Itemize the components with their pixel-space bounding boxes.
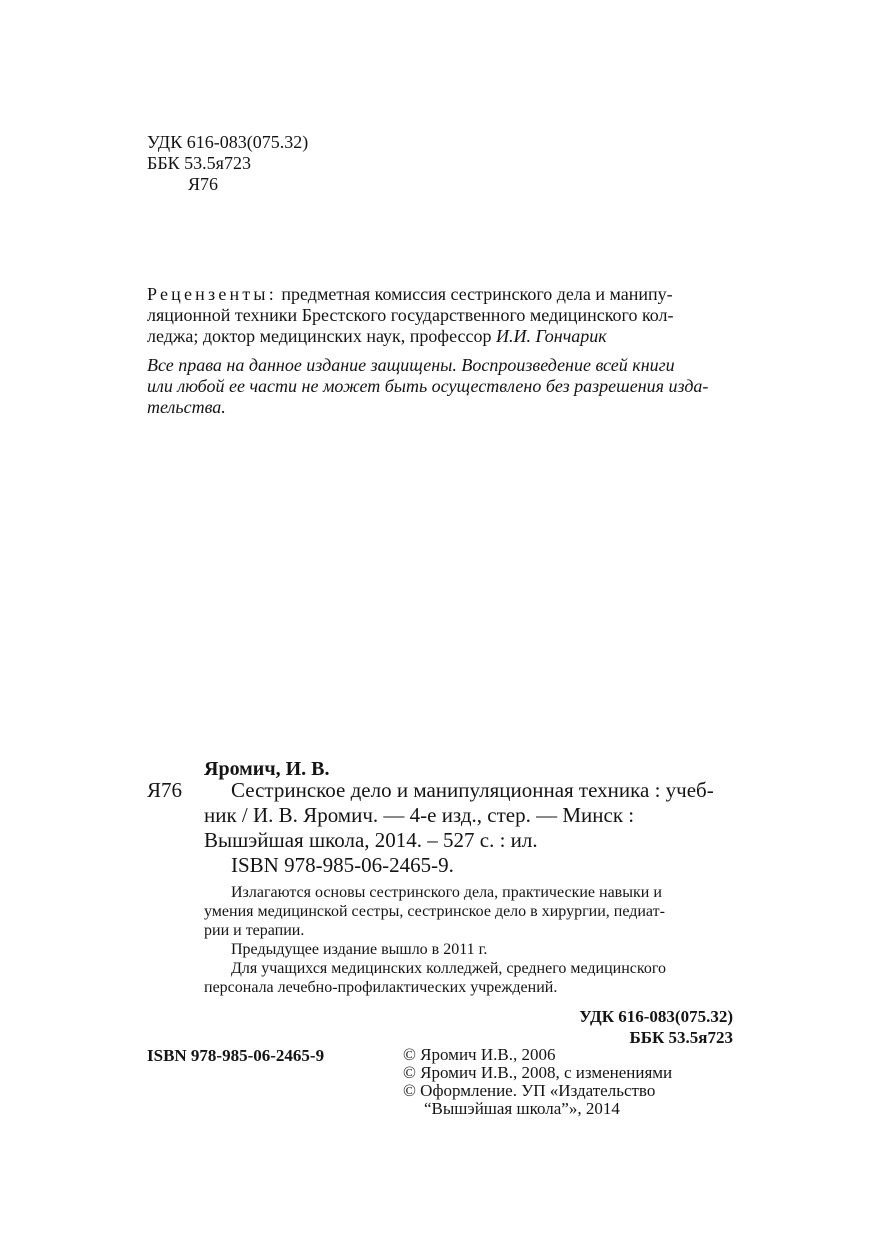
catalog-line-1: Сестринское дело и манипуляционная техника : учеб- (231, 778, 714, 802)
reviewers-label: Рецензенты: (147, 284, 277, 304)
catalog-isbn: ISBN 978-985-06-2465-9. (231, 853, 454, 877)
annotation-p3-line-1: Для учащихся медицинских колледжей, среднего медицинского (231, 960, 666, 977)
annotation-p1-line-3: рии и терапии. (204, 922, 305, 939)
copyright-1: © Яромич И.В., 2006 (403, 1045, 556, 1064)
rights-line-3: тельства. (147, 397, 226, 417)
annotation-p2: Предыдущее издание вышло в 2011 г. (231, 941, 488, 958)
rights-line-1: Все права на данное издание защищены. Воспроизведение всей книги (147, 355, 675, 375)
copyright-3-continuation: “Вышэйшая школа”», 2014 (424, 1099, 620, 1118)
classification-codes (500, 1006, 733, 1048)
copyright-2: © Яромич И.В., 2008, с изменениями (403, 1063, 673, 1082)
annotation (204, 883, 734, 997)
reviewers-text-3: леджа; доктор медицинских наук, профессор (147, 326, 496, 346)
reviewers-line-3 (147, 326, 733, 347)
annotation-p1-line-2: умения медицинской сестры, сестринское дело в хирургии, педиат- (204, 903, 665, 920)
annotation-p3-line-2: персонала лечебно-профилактических учреждений. (204, 979, 558, 996)
catalog-card (204, 778, 734, 878)
header-udk: УДК 616-083(075.32) (147, 132, 309, 152)
catalog-author-heading: Яромич, И. В. (204, 758, 330, 780)
catalog-author-mark: Я76 (147, 778, 183, 802)
isbn-bold: ISBN 978-985-06-2465-9 (147, 1046, 325, 1065)
reviewers-text-1: предметная комиссия сестринского дела и манипу- (276, 284, 673, 304)
rights-notice (147, 355, 733, 418)
annotation-p1-line-1: Излагаются основы сестринского дела, практические навыки и (231, 884, 662, 901)
copyrights (403, 1046, 672, 1118)
copyright-3: © Оформление. УП «Издательство (403, 1081, 656, 1100)
catalog-line-2: ник / И. В. Яромич. — 4-е изд., стер. — Минск : (204, 803, 635, 827)
header-bbk: ББК 53.5я723 (147, 153, 251, 173)
reviewers-line-2: ляционной техники Брестского государственного медицинского кол- (147, 305, 674, 325)
reviewers-line-1 (147, 284, 733, 305)
rights-line-2: или любой ее части не может быть осуществлено без разрешения изда- (147, 376, 709, 396)
classification-udk: УДК 616-083(075.32) (579, 1007, 733, 1026)
classification-bbk: ББК 53.5я723 (629, 1028, 733, 1047)
header-author-mark: Я76 (188, 174, 219, 194)
reviewer-name: И.И. Гончарик (495, 326, 607, 346)
catalog-line-3: Вышэйшая школа, 2014. – 527 с. : ил. (204, 828, 538, 852)
header-codes (147, 132, 308, 195)
reviewers-block (147, 284, 733, 347)
